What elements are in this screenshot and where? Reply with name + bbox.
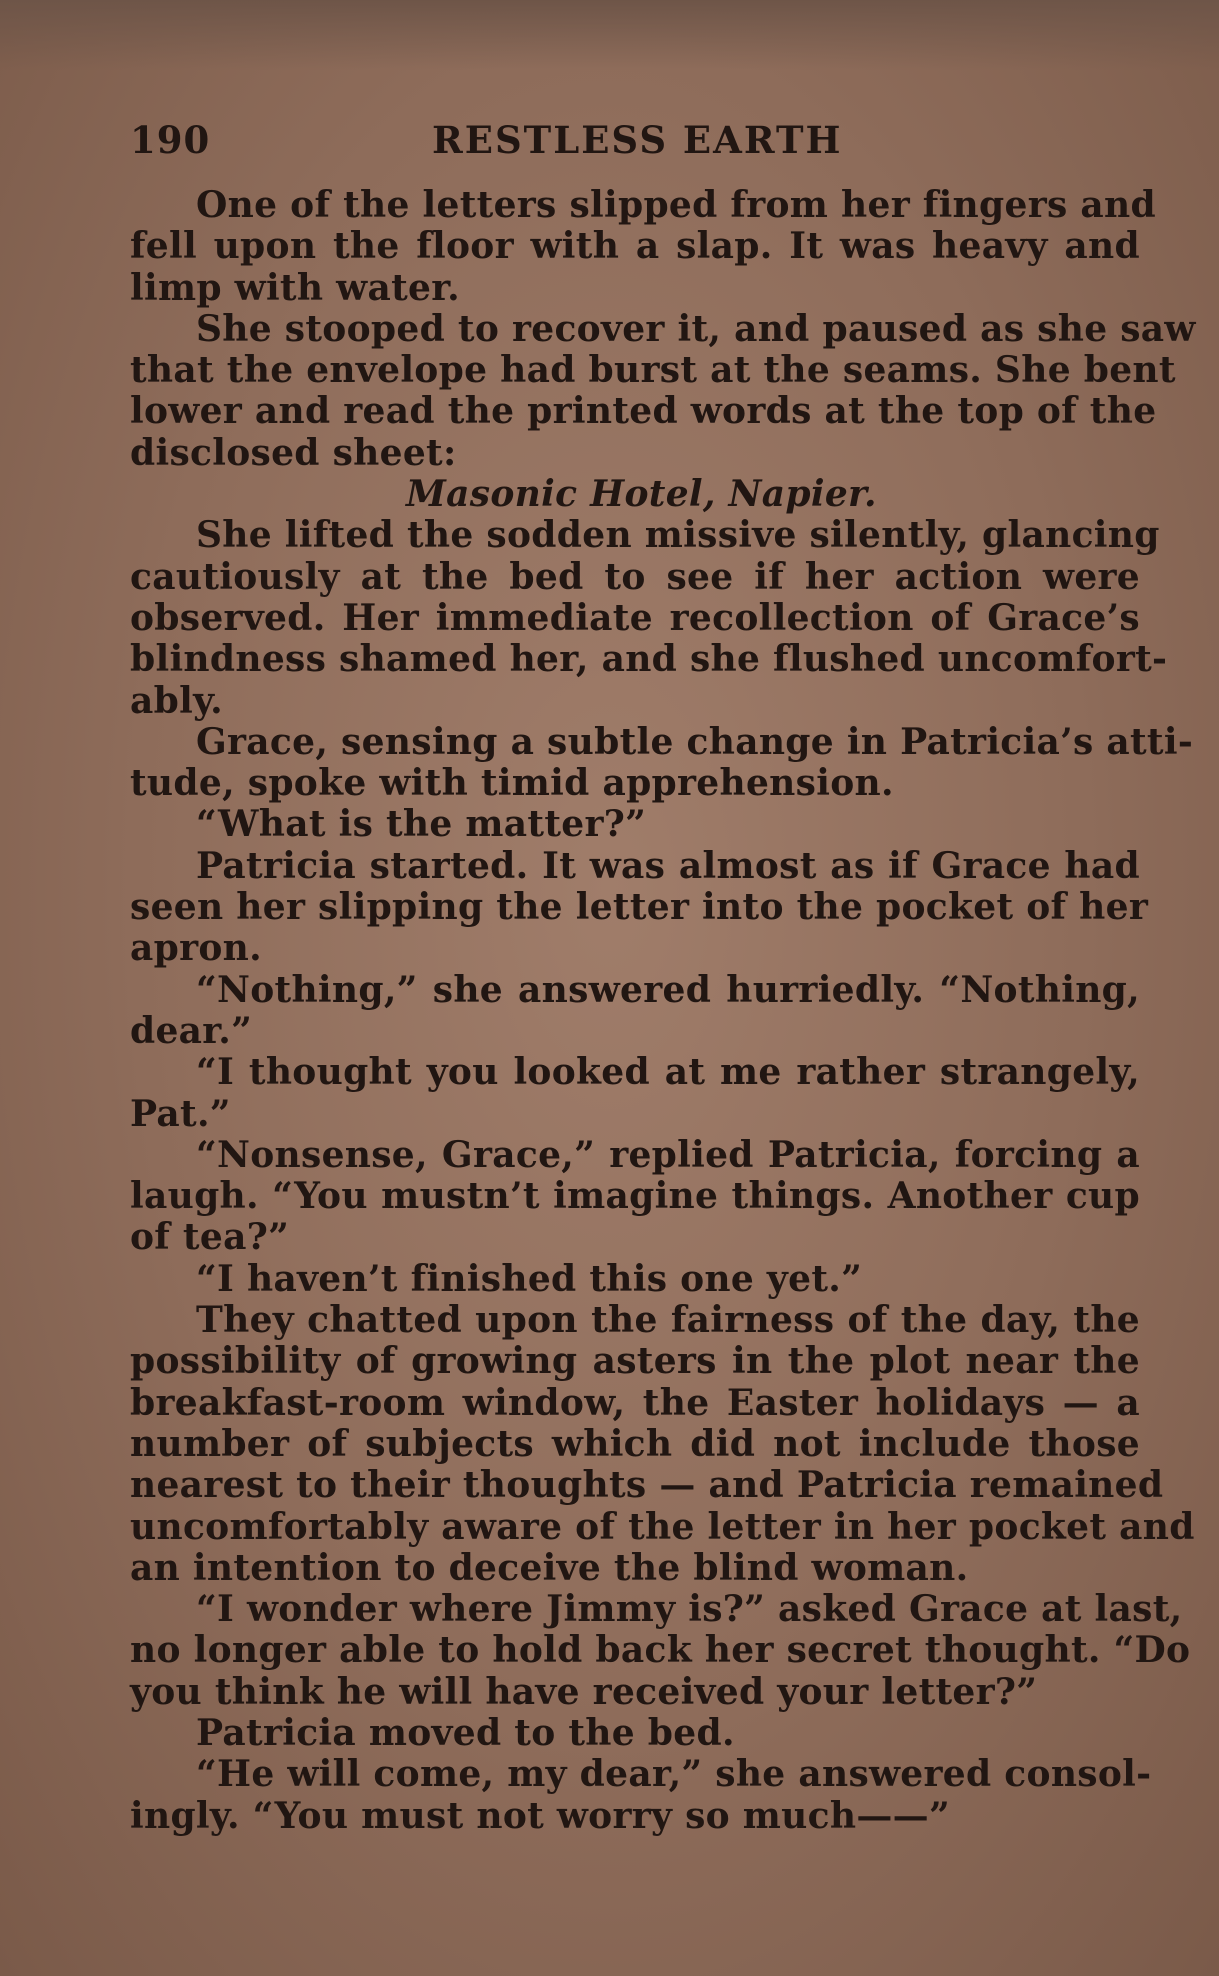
text-line: ably. [130,679,223,722]
running-title: RESTLESS EARTH [432,118,843,162]
text-line: lower and read the printed words at the top of the [130,390,1157,433]
text-line: They chatted upon the fairness of the day, the [196,1299,1140,1342]
text-line: number of subjects which did not include those [130,1422,1140,1465]
text-line: “He will come, my dear,” she answered consol- [196,1753,1152,1796]
text-line: “Nonsense, Grace,” replied Patricia, forcing a [196,1133,1140,1176]
text-line: laugh. “You mustn’t imagine things. Another cup [130,1175,1140,1218]
text-line: cautiously at the bed to see if her action were [130,555,1140,598]
text-line: observed. Her immediate recollection of Grace’s [130,596,1140,639]
body-text [130,184,1196,1837]
text-line: Grace, sensing a subtle change in Patricia’s atti- [196,720,1194,763]
text-line: possibility of growing asters in the plot near the [130,1340,1140,1383]
text-line: She stooped to recover it, and paused as she saw [196,307,1196,350]
text-line: She lifted the sodden missive silently, glancing [196,514,1160,557]
page-header [130,118,1140,168]
page-number: 190 [130,118,211,162]
text-line: no longer able to hold back her secret thought. “Do [130,1629,1191,1672]
text-line: you think he will have received your letter?” [130,1670,1038,1713]
text-line: blindness shamed her, and she flushed uncomfort- [130,638,1168,681]
page-stain [0,0,1219,70]
text-line: limp with water. [130,266,460,309]
text-line: breakfast-room window, the Easter holidays — a [130,1381,1140,1424]
text-line: uncomfortably aware of the letter in her pocket and [130,1505,1195,1548]
text-line: nearest to their thoughts — and Patricia remained [130,1464,1164,1507]
text-line: disclosed sheet: [130,431,457,474]
text-line: of tea?” [130,1216,290,1259]
text-line: “I thought you looked at me rather strangely, [196,1051,1140,1094]
text-line: Patricia started. It was almost as if Grace had [196,844,1140,887]
text-line: seen her slipping the letter into the pocket of her [130,886,1149,929]
text-line: ingly. “You must not worry so much——” [130,1794,950,1837]
text-line: tude, spoke with timid apprehension. [130,762,894,805]
text-line: Pat.” [130,1092,231,1135]
text-line: “I wonder where Jimmy is?” asked Grace at last, [196,1588,1183,1631]
text-line: One of the letters slipped from her fingers and [196,184,1156,226]
text-line: Patricia moved to the bed. [196,1711,735,1754]
text-line: “Nothing,” she answered hurriedly. “Nothing, [196,968,1140,1011]
text-line: Masonic Hotel, Napier. [406,473,877,516]
text-line: an intention to deceive the blind woman. [130,1546,969,1589]
text-line: dear.” [130,1009,253,1052]
text-line: “What is the matter?” [196,803,647,846]
text-line: “I haven’t finished this one yet.” [196,1257,863,1300]
text-line: fell upon the floor with a slap. It was heavy and [130,225,1140,268]
text-line: apron. [130,927,262,970]
text-line: that the envelope had burst at the seams. She bent [130,349,1176,392]
